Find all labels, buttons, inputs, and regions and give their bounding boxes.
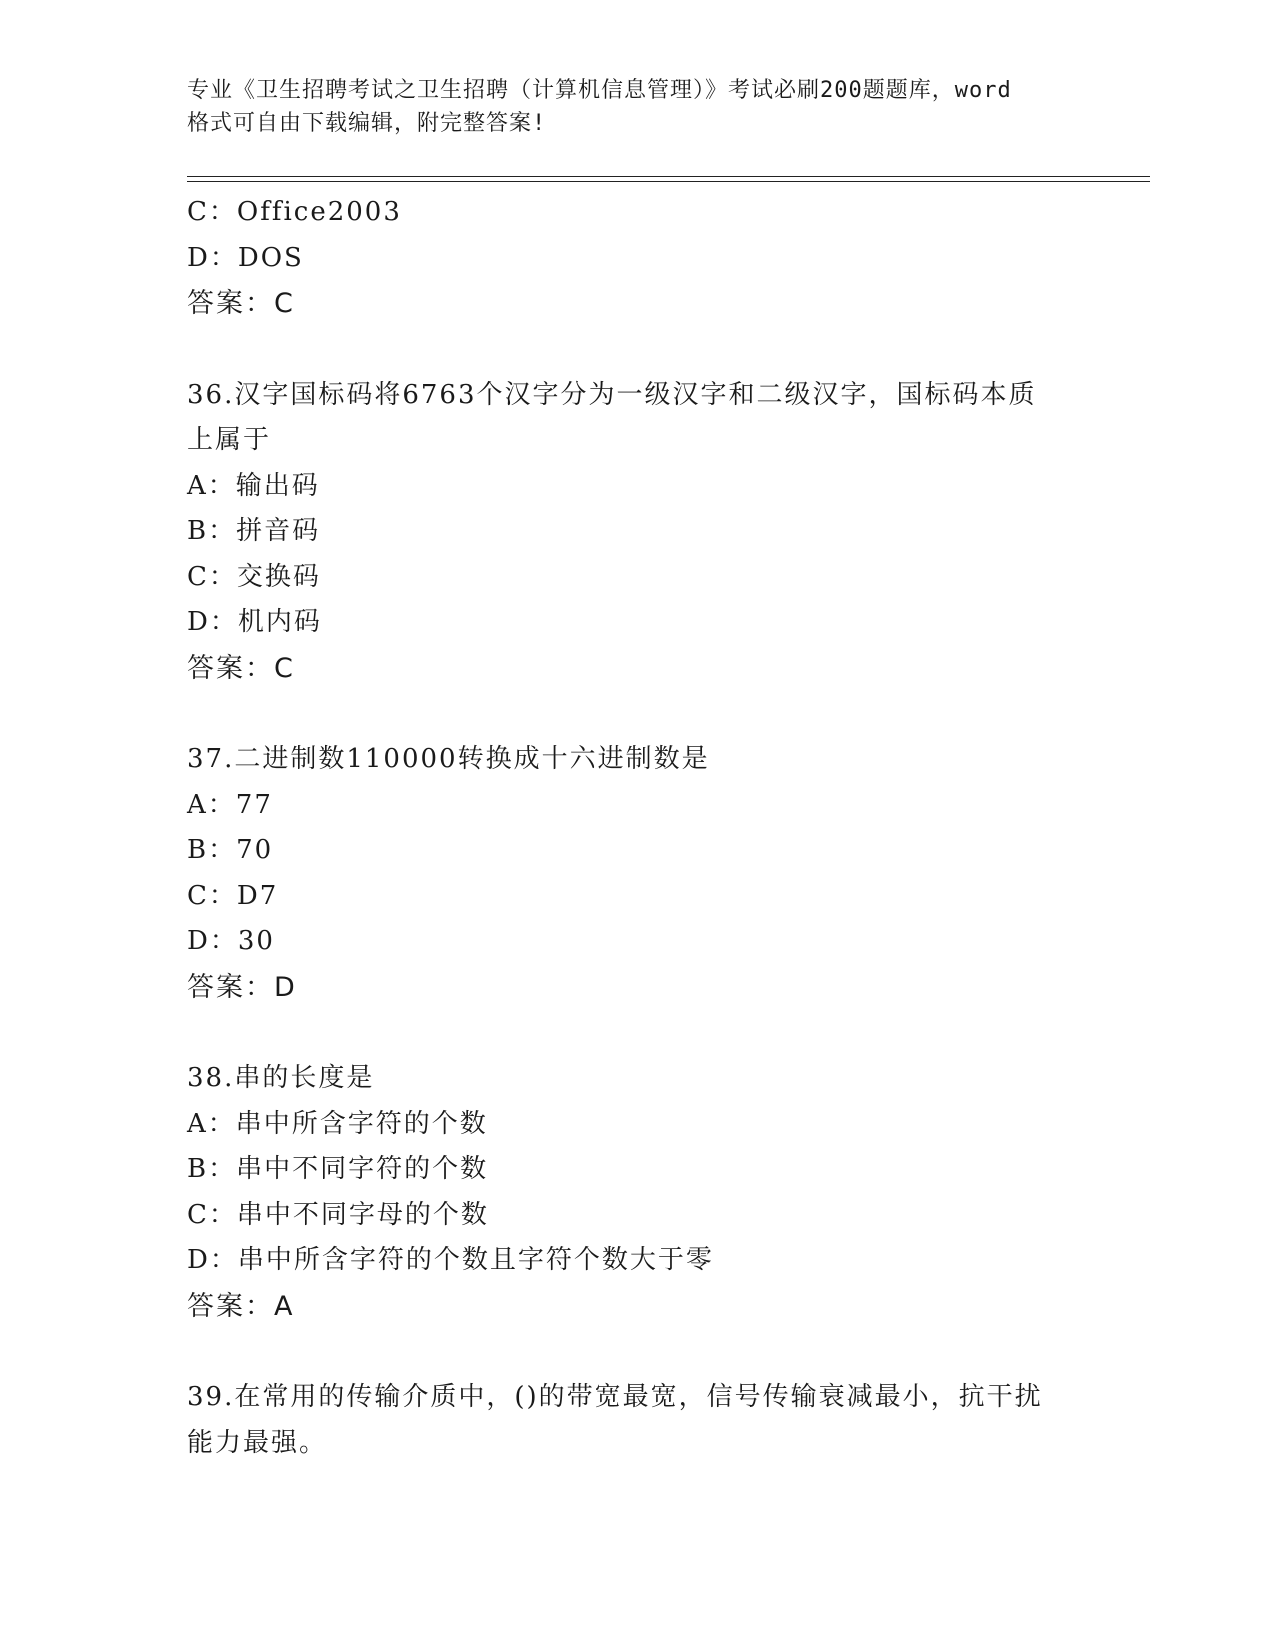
- header-title-line-2: 格式可自由下载编辑，附完整答案!: [187, 111, 547, 136]
- option-c: C：Office2003: [187, 197, 402, 227]
- answer-line: 答案：D: [187, 971, 297, 1003]
- option-d: D：30: [187, 926, 275, 956]
- question-stem: 39.在常用的传输介质中，()的带宽最宽，信号传输衰减最小，抗干扰: [187, 1382, 1043, 1412]
- question-spacer: [187, 691, 1087, 737]
- question-37: [187, 737, 1087, 1010]
- question-35: [187, 190, 1087, 327]
- answer-line: 答案：C: [187, 288, 295, 319]
- question-stem: 36.汉字国标码将6763个汉字分为一级汉字和二级汉字，国标码本质: [187, 379, 1037, 410]
- question-38: [187, 1056, 1087, 1329]
- option-d: D：机内码: [187, 607, 322, 637]
- option-d: D：DOS: [187, 242, 304, 273]
- question-36: [187, 373, 1087, 692]
- question-spacer: [187, 1329, 1087, 1375]
- answer-line: 答案：C: [187, 652, 295, 684]
- option-a: A：输出码: [187, 470, 320, 501]
- option-b: B：70: [187, 835, 274, 865]
- option-a: A：串中所含字符的个数: [187, 1108, 488, 1139]
- question-stem: 37.二进制数110000转换成十六进制数是: [187, 744, 710, 774]
- question-spacer: [187, 1010, 1087, 1056]
- answer-line: 答案：A: [187, 1290, 295, 1322]
- option-b: B：串中不同字符的个数: [187, 1154, 489, 1184]
- document-header: [187, 74, 1087, 140]
- question-spacer: [187, 327, 1087, 373]
- header-title-line-1: 专业《卫生招聘考试之卫生招聘（计算机信息管理）》考试必刷200题题库，word: [187, 78, 1012, 103]
- question-stem-continued: 能力最强。: [187, 1427, 328, 1458]
- option-c: C：D7: [187, 880, 279, 911]
- question-39: [187, 1375, 1087, 1466]
- option-c: C：交换码: [187, 561, 321, 592]
- option-d: D：串中所含字符的个数且字符个数大于零: [187, 1245, 714, 1275]
- question-stem: 38.串的长度是: [187, 1063, 375, 1093]
- question-stem-continued: 上属于: [187, 425, 272, 455]
- option-b: B：拼音码: [187, 516, 321, 546]
- header-divider-top: [187, 176, 1150, 177]
- question-list: [187, 190, 1087, 1466]
- option-a: A：77: [187, 789, 273, 820]
- header-divider-bottom: [187, 181, 1150, 182]
- option-c: C：串中不同字母的个数: [187, 1199, 489, 1230]
